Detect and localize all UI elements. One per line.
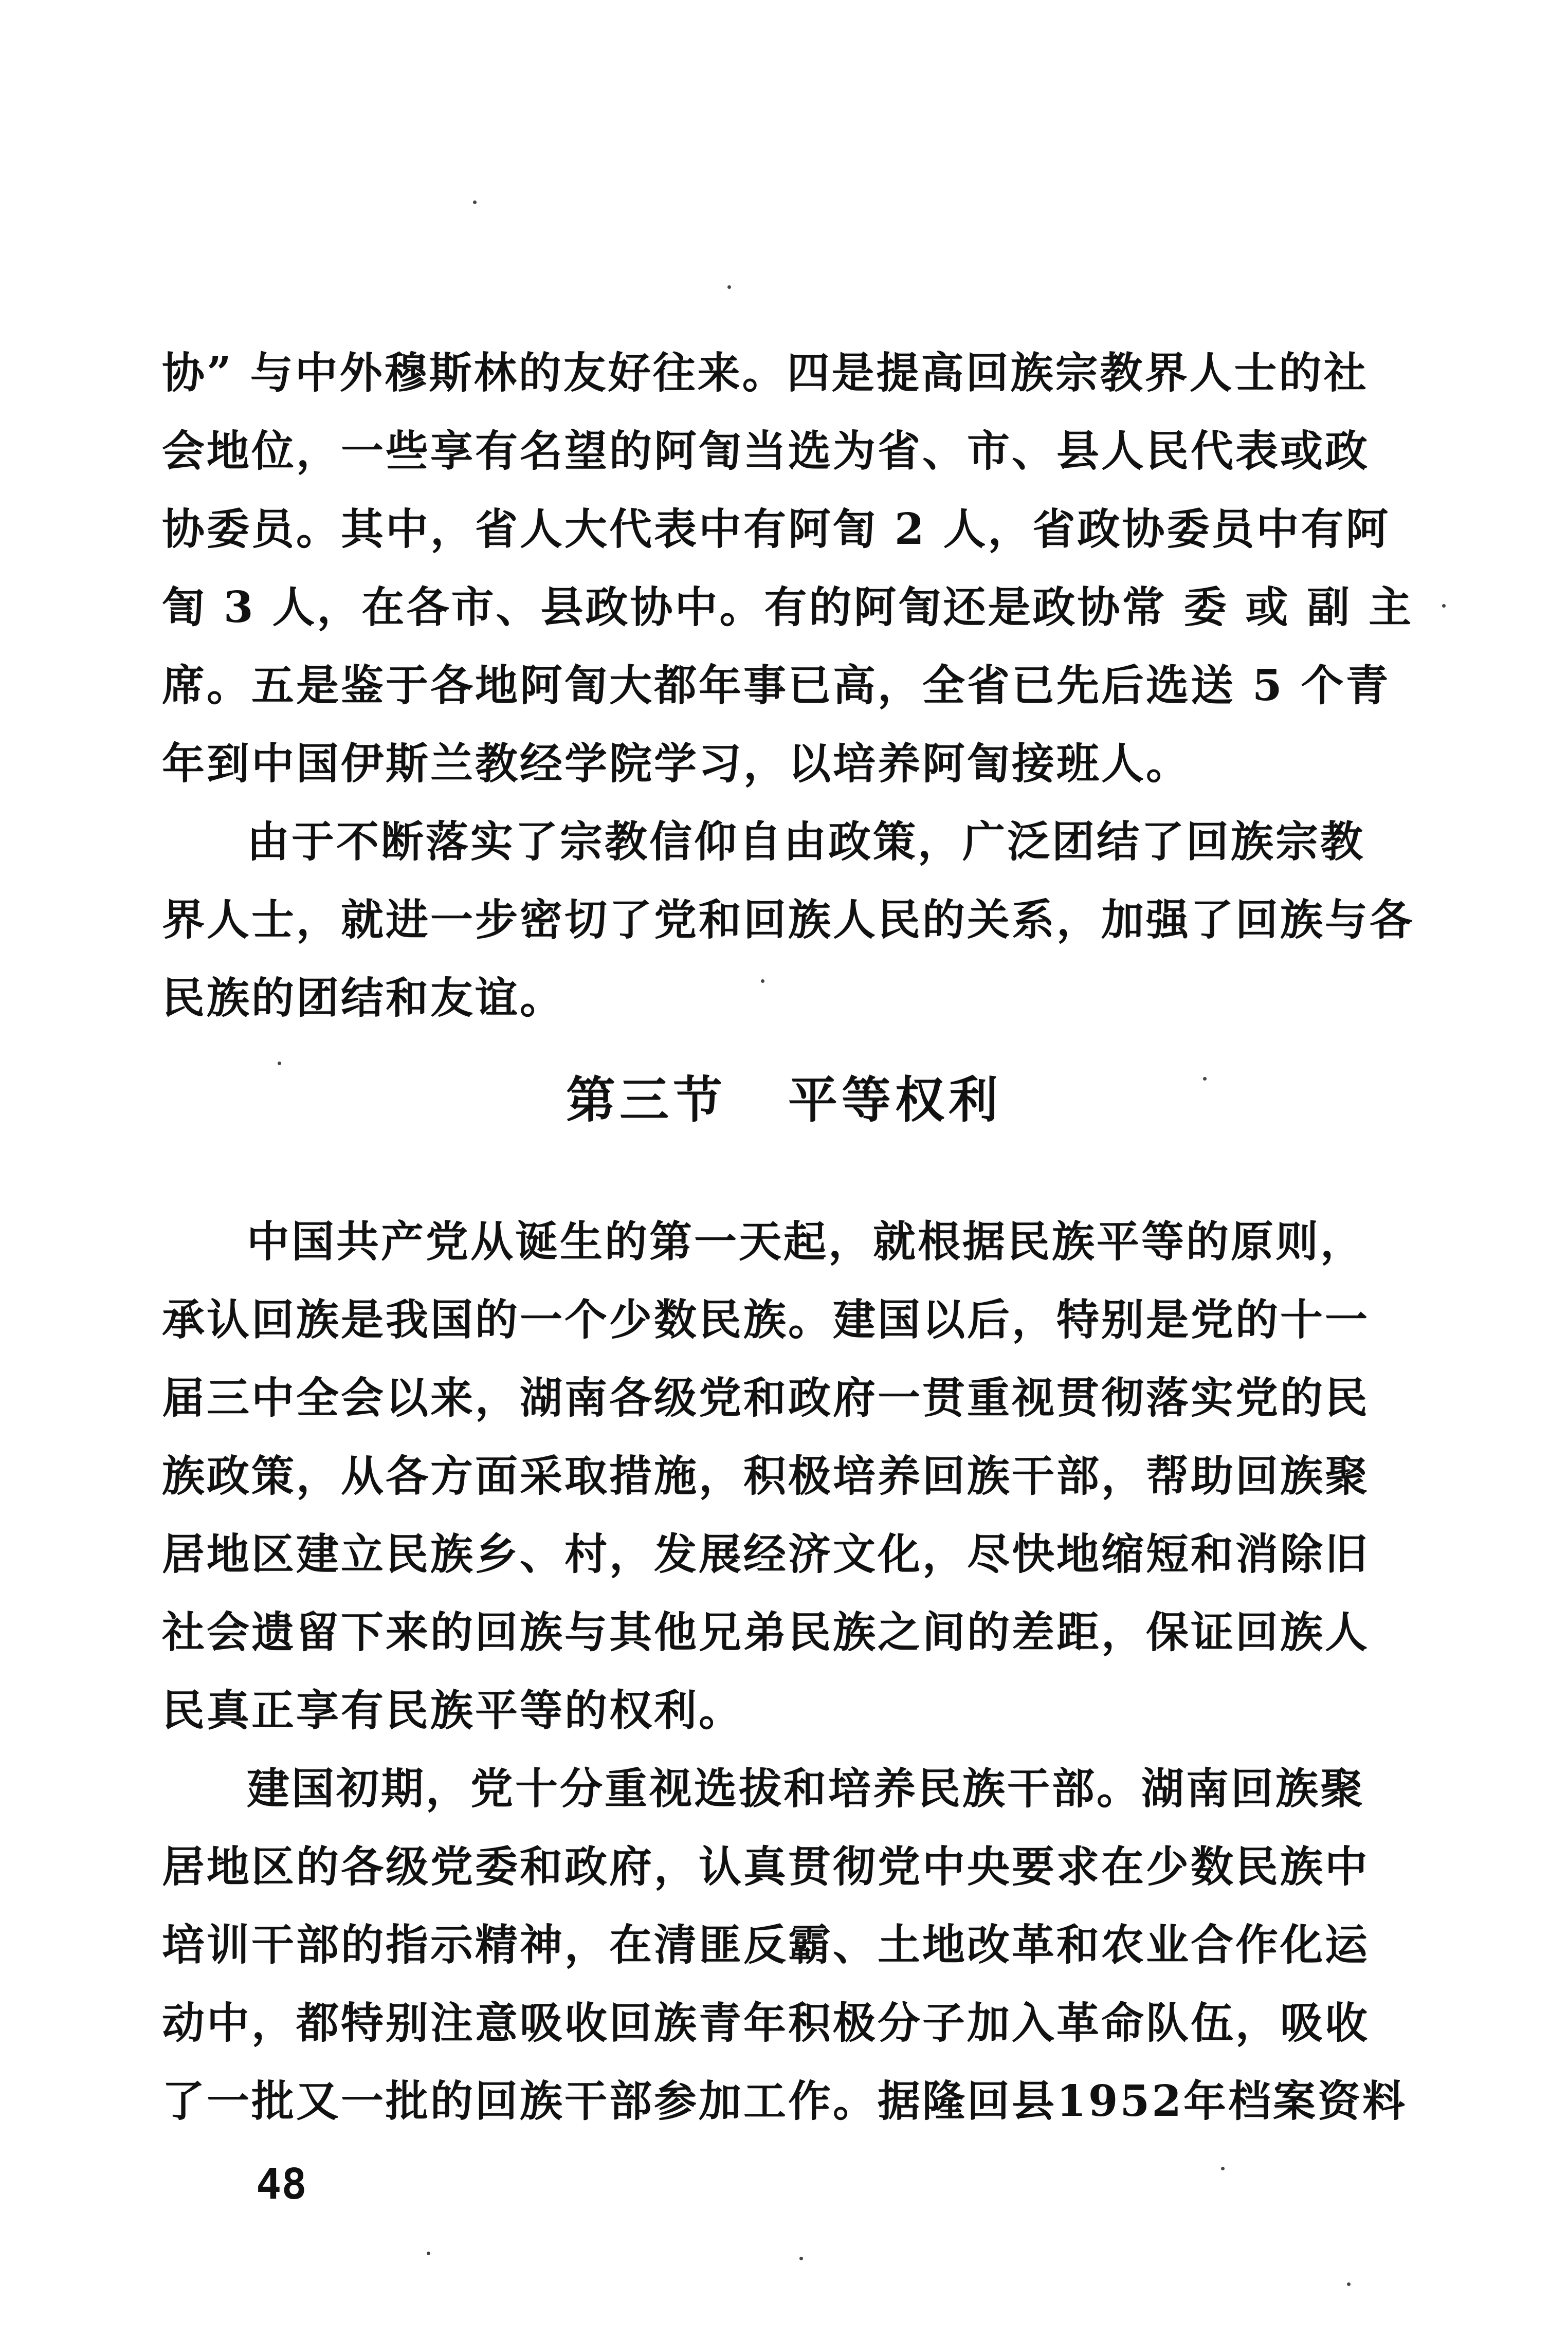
text-line: 年到中国伊斯兰教经学院学习，以培养阿訇接班人。: [162, 738, 1191, 789]
scan-speck: [473, 200, 477, 204]
page-number: 48: [256, 2160, 307, 2209]
section-title: 平等权利: [788, 1071, 1002, 1129]
scan-speck: [1347, 2282, 1351, 2286]
text-line: 居地区的各级党委和政府，认真贯彻党中央要求在少数民族中: [162, 1841, 1370, 1892]
text-line: 动中，都特别注意吸收回族青年积极分子加入革命队伍，吸收: [162, 1998, 1370, 2048]
text-line: 协” 与中外穆斯林的友好往来。四是提高回族宗教界人士的社: [162, 348, 1369, 398]
text-line: 界人士，就进一步密切了党和回族人民的关系，加强了回族与各: [162, 894, 1414, 945]
scan-speck: [278, 1062, 281, 1065]
text-line: 协委员。其中，省人大代表中有阿訇 2 人，省政协委员中有阿: [162, 504, 1391, 554]
scan-speck: [1203, 1077, 1207, 1081]
text-line: 由于不断落实了宗教信仰自由政策，广泛团结了回族宗教: [247, 816, 1365, 867]
section-number: 第三节: [566, 1071, 726, 1129]
text-line: 社会遗留下来的回族与其他兄弟民族之间的差距，保证回族人: [162, 1607, 1370, 1657]
text-line: 建国初期，党十分重视选拔和培养民族干部。湖南回族聚: [247, 1763, 1365, 1814]
scan-speck: [1442, 604, 1446, 608]
text-line: 届三中全会以来，湖南各级党和政府一贯重视贯彻落实党的民: [162, 1373, 1370, 1423]
text-line: 承认回族是我国的一个少数民族。建国以后，特别是党的十一: [162, 1294, 1370, 1345]
scan-speck: [727, 285, 731, 289]
text-line: 培训干部的指示精神，在清匪反霸、土地改革和农业合作化运: [162, 1919, 1370, 1970]
scan-speck: [761, 979, 764, 983]
text-line: 民族的团结和友谊。: [162, 973, 564, 1023]
scan-speck: [1221, 2167, 1225, 2170]
section-heading: [0, 1069, 1568, 1131]
text-line: 族政策，从各方面采取措施，积极培养回族干部，帮助回族聚: [162, 1451, 1370, 1501]
text-line: 席。五是鉴于各地阿訇大都年事已高，全省已先后选送 5 个青: [162, 660, 1391, 710]
text-line: 訇 3 人，在各市、县政协中。有的阿訇还是政协常 委 或 副 主: [162, 582, 1414, 632]
text-line: 民真正享有民族平等的权利。: [162, 1685, 743, 1735]
scan-speck: [799, 2257, 803, 2260]
text-line: 中国共产党从诞生的第一天起，就根据民族平等的原则，: [247, 1216, 1365, 1267]
text-line: 居地区建立民族乡、村，发展经济文化，尽快地缩短和消除旧: [162, 1529, 1370, 1579]
text-line: 了一批又一批的回族干部参加工作。据隆回县1952年档案资料: [162, 2076, 1408, 2126]
text-line: 会地位，一些享有名望的阿訇当选为省、市、县人民代表或政: [162, 426, 1370, 476]
scan-speck: [427, 2252, 430, 2255]
